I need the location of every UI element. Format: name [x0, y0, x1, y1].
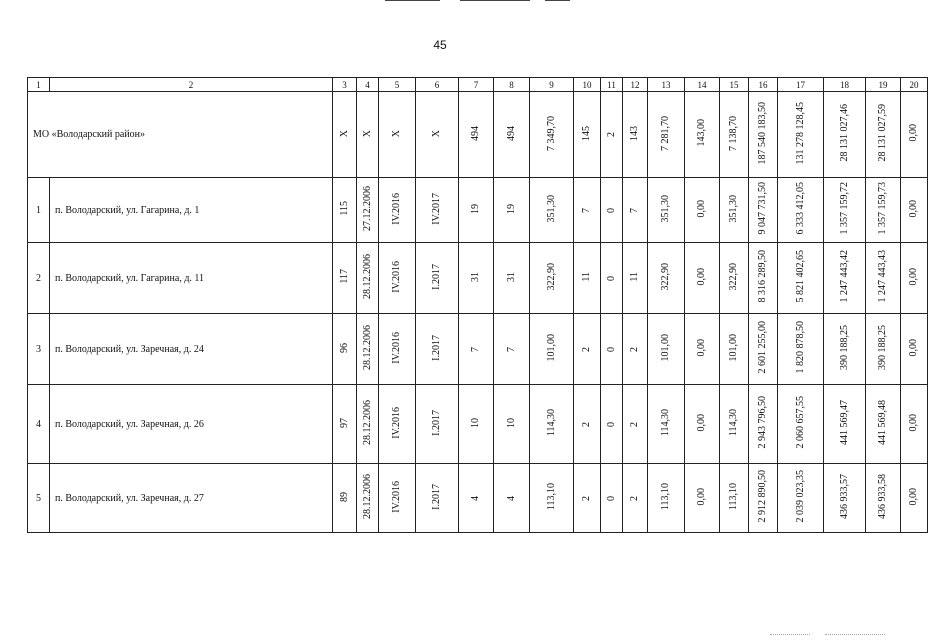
cell-text: 2 [629, 495, 640, 501]
total-cell [648, 92, 685, 178]
row-number: 1 [28, 178, 50, 243]
cell-text: 322,90 [728, 262, 739, 291]
cell-text: 89 [338, 491, 350, 502]
cell-text: 8 316 289,50 [757, 250, 768, 303]
data-cell [866, 178, 901, 243]
data-cell [333, 385, 357, 464]
cell-text: 2 [605, 132, 617, 137]
cell-text: 2 [581, 421, 592, 427]
column-number: 14 [685, 78, 720, 92]
cell-text: 11 [629, 271, 640, 282]
data-cell [357, 385, 379, 464]
data-cell [601, 464, 623, 533]
data-cell [749, 385, 778, 464]
cell-text: 1 247 443,43 [877, 250, 888, 303]
scan-artifact-line [385, 0, 440, 1]
address-cell: п. Володарский, ул. Гагарина, д. 1 [50, 178, 333, 243]
cell-text: 113,10 [728, 482, 739, 511]
cell-text: 28.12.2006 [361, 474, 373, 519]
cell-text: 322,90 [660, 262, 671, 291]
data-cell [416, 464, 459, 533]
cell-text: 0,00 [696, 199, 707, 218]
data-cell [749, 178, 778, 243]
address-cell: п. Володарский, ул. Гагарина, д. 11 [50, 243, 333, 314]
data-cell [379, 464, 416, 533]
data-cell [685, 178, 720, 243]
cell-text: 101,00 [728, 333, 739, 362]
cell-text: 2 943 796,50 [757, 396, 768, 449]
table-row [28, 178, 928, 243]
data-cell [824, 314, 866, 385]
cell-text: 1 820 878,50 [794, 321, 806, 374]
data-cell [824, 464, 866, 533]
cell-text: 441 569,47 [838, 400, 850, 445]
cell-text: 19 [470, 203, 481, 214]
data-cell [416, 243, 459, 314]
cell-text: 10 [505, 417, 517, 428]
cell-text: 7 [629, 207, 640, 213]
cell-text: 2 [629, 421, 640, 427]
total-cell [416, 92, 459, 178]
data-cell [574, 314, 601, 385]
cell-text: 96 [338, 342, 350, 353]
data-cell [494, 178, 530, 243]
cell-text: IV.2016 [391, 331, 402, 364]
cell-text: IV.2017 [431, 192, 442, 225]
data-cell [601, 243, 623, 314]
cell-text: 0,00 [908, 199, 919, 218]
cell-text: 0,00 [908, 487, 919, 506]
data-cell [623, 314, 648, 385]
data-cell [333, 314, 357, 385]
cell-text: 117 [338, 269, 350, 284]
data-cell [357, 243, 379, 314]
data-cell [866, 385, 901, 464]
cell-text: 390 188,25 [838, 325, 850, 370]
data-cell [333, 178, 357, 243]
data-cell [494, 385, 530, 464]
cell-text: 0 [605, 495, 617, 501]
data-cell [685, 243, 720, 314]
cell-text: 2 [581, 346, 592, 352]
cell-text: 31 [470, 271, 481, 282]
cell-text: 6 333 412,05 [794, 182, 806, 235]
data-cell [778, 178, 824, 243]
address-cell: п. Володарский, ул. Заречная, д. 26 [50, 385, 333, 464]
cell-text: 0,00 [696, 338, 707, 357]
cell-text: 436 933,58 [877, 474, 888, 519]
data-cell [778, 464, 824, 533]
cell-text: 143 [629, 125, 640, 141]
cell-text: 7 [470, 346, 481, 352]
data-cell [379, 314, 416, 385]
data-cell [601, 385, 623, 464]
cell-text: X [361, 129, 373, 137]
cell-text: 0 [605, 346, 617, 352]
cell-text: 114,30 [545, 408, 557, 437]
data-cell [494, 314, 530, 385]
column-number: 3 [333, 78, 357, 92]
cell-text: 113,10 [545, 482, 557, 511]
data-cell [623, 464, 648, 533]
data-cell [720, 464, 749, 533]
total-cell [357, 92, 379, 178]
column-number: 2 [50, 78, 333, 92]
data-cell [494, 243, 530, 314]
data-cell [530, 178, 574, 243]
data-cell [720, 385, 749, 464]
column-number: 12 [623, 78, 648, 92]
data-cell [866, 464, 901, 533]
cell-text: 19 [505, 203, 517, 214]
data-cell [459, 314, 494, 385]
cell-text: 10 [470, 417, 481, 428]
scan-artifact-line [545, 0, 570, 1]
cell-text: 101,00 [660, 333, 671, 362]
total-cell [824, 92, 866, 178]
row-number: 5 [28, 464, 50, 533]
cell-text: 1 247 443,42 [838, 250, 850, 303]
cell-text: 143,00 [696, 119, 707, 147]
table-row [28, 314, 928, 385]
data-cell [648, 243, 685, 314]
row-number: 3 [28, 314, 50, 385]
data-cell [901, 243, 928, 314]
total-cell [901, 92, 928, 178]
column-number: 17 [778, 78, 824, 92]
data-cell [623, 243, 648, 314]
data-cell [901, 314, 928, 385]
column-number: 1 [28, 78, 50, 92]
cell-text: 115 [338, 201, 350, 216]
data-cell [357, 314, 379, 385]
data-cell [685, 314, 720, 385]
data-cell [778, 385, 824, 464]
data-cell [685, 385, 720, 464]
scan-artifact-line [460, 0, 530, 1]
scan-artifact-dots [825, 634, 885, 636]
data-cell [459, 243, 494, 314]
column-number: 10 [574, 78, 601, 92]
total-cell [778, 92, 824, 178]
row-number: 2 [28, 243, 50, 314]
total-cell [623, 92, 648, 178]
data-cell [494, 464, 530, 533]
cell-text: 28.12.2006 [361, 325, 373, 370]
cell-text: 494 [505, 125, 517, 141]
data-cell [623, 385, 648, 464]
cell-text: 0,00 [696, 413, 707, 432]
cell-text: 7 [581, 207, 592, 213]
cell-text: 0 [605, 207, 617, 213]
cell-text: 441 569,48 [877, 400, 888, 445]
data-cell [720, 178, 749, 243]
data-cell [901, 464, 928, 533]
cell-text: X [431, 129, 442, 137]
data-cell [416, 178, 459, 243]
data-cell [574, 178, 601, 243]
data-cell [901, 178, 928, 243]
data-cell [530, 385, 574, 464]
cell-text: 1 357 159,72 [838, 182, 850, 235]
cell-text: 28 131 027,46 [838, 104, 850, 162]
cell-text: 0,00 [908, 267, 919, 286]
cell-text: 0,00 [908, 124, 919, 142]
cell-text: 351,30 [660, 194, 671, 223]
total-cell [720, 92, 749, 178]
cell-text: 351,30 [545, 194, 557, 223]
cell-text: I.2017 [431, 409, 442, 436]
data-cell [749, 243, 778, 314]
data-cell [379, 243, 416, 314]
cell-text: 322,90 [545, 262, 557, 291]
cell-text: 131 278 128,45 [794, 101, 806, 165]
column-number: 15 [720, 78, 749, 92]
data-cell [574, 385, 601, 464]
total-cell [459, 92, 494, 178]
cell-text: X [338, 129, 350, 137]
data-cell [720, 314, 749, 385]
cell-text: 187 540 183,50 [757, 101, 768, 165]
data-cell [749, 464, 778, 533]
total-cell [574, 92, 601, 178]
cell-text: 0,00 [908, 413, 919, 432]
data-cell [379, 178, 416, 243]
cell-text: 101,00 [545, 333, 557, 362]
data-cell [416, 385, 459, 464]
cell-text: I.2017 [431, 483, 442, 510]
column-number: 5 [379, 78, 416, 92]
cell-text: 2 [629, 346, 640, 352]
cell-text: 28 131 027,59 [877, 104, 888, 162]
data-cell [685, 464, 720, 533]
data-cell [824, 178, 866, 243]
cell-text: 494 [470, 125, 481, 141]
cell-text: 4 [470, 495, 481, 501]
district-name: МО «Володарский район» [28, 92, 333, 178]
data-cell [901, 385, 928, 464]
cell-text: X [391, 129, 402, 137]
data-cell [459, 385, 494, 464]
data-cell [866, 314, 901, 385]
cell-text: 114,30 [728, 408, 739, 437]
data-cell [357, 178, 379, 243]
column-number: 9 [530, 78, 574, 92]
cell-text: 0,00 [696, 487, 707, 506]
total-cell [379, 92, 416, 178]
data-cell [459, 464, 494, 533]
data-cell [416, 314, 459, 385]
total-cell [494, 92, 530, 178]
cell-text: 28.12.2006 [361, 400, 373, 445]
cell-text: IV.2016 [391, 406, 402, 439]
cell-text: 1 357 159,73 [877, 182, 888, 235]
data-cell [459, 178, 494, 243]
cell-text: 11 [581, 271, 592, 282]
cell-text: I.2017 [431, 263, 442, 290]
cell-text: 5 821 402,65 [794, 250, 806, 303]
cell-text: 390 188,25 [877, 325, 888, 370]
table-row [28, 243, 928, 314]
column-number: 16 [749, 78, 778, 92]
data-cell [720, 243, 749, 314]
cell-text: I.2017 [431, 334, 442, 361]
cell-text: 7 349,70 [545, 115, 557, 151]
cell-text: 2 060 657,55 [794, 396, 806, 449]
data-cell [574, 464, 601, 533]
cell-text: 28.12.2006 [361, 254, 373, 299]
page-number: 45 [433, 38, 447, 52]
data-cell [824, 385, 866, 464]
cell-text: 7 281,70 [660, 115, 671, 151]
address-cell: п. Володарский, ул. Заречная, д. 27 [50, 464, 333, 533]
data-cell [530, 464, 574, 533]
row-number: 4 [28, 385, 50, 464]
data-cell [601, 178, 623, 243]
data-cell [648, 178, 685, 243]
cell-text: IV.2016 [391, 192, 402, 225]
scan-artifact-dots [770, 634, 810, 636]
data-cell [648, 314, 685, 385]
table-row [28, 464, 928, 533]
table-row [28, 385, 928, 464]
data-cell [379, 385, 416, 464]
cell-text: 0 [605, 421, 617, 427]
data-cell [333, 243, 357, 314]
cell-text: 0,00 [908, 338, 919, 357]
cell-text: 31 [505, 271, 517, 282]
data-cell [648, 385, 685, 464]
cell-text: 2 912 890,50 [757, 470, 768, 523]
cell-text: 2 039 023,35 [794, 470, 806, 523]
data-cell [866, 243, 901, 314]
column-number: 13 [648, 78, 685, 92]
column-number: 4 [357, 78, 379, 92]
cell-text: 0,00 [696, 267, 707, 286]
cell-text: 27.12.2006 [361, 186, 373, 231]
data-cell [623, 178, 648, 243]
data-cell [574, 243, 601, 314]
cell-text: 2 [581, 495, 592, 501]
cell-text: 7 [505, 346, 517, 352]
data-cell [357, 464, 379, 533]
cell-text: 4 [505, 495, 517, 501]
cell-text: 114,30 [660, 408, 671, 437]
data-cell [648, 464, 685, 533]
total-cell [749, 92, 778, 178]
column-number: 6 [416, 78, 459, 92]
cell-text: 2 601 255,00 [757, 321, 768, 374]
total-cell [601, 92, 623, 178]
data-cell [333, 464, 357, 533]
cell-text: 351,30 [728, 194, 739, 223]
cell-text: 0 [605, 275, 617, 281]
column-number-row [28, 78, 928, 92]
data-cell [601, 314, 623, 385]
column-number: 7 [459, 78, 494, 92]
cell-text: 145 [581, 125, 592, 141]
column-number: 18 [824, 78, 866, 92]
address-cell: п. Володарский, ул. Заречная, д. 24 [50, 314, 333, 385]
total-row [28, 92, 928, 178]
housing-register-table [27, 77, 928, 533]
data-cell [778, 243, 824, 314]
cell-text: 9 047 731,50 [757, 182, 768, 235]
cell-text: 97 [338, 417, 350, 428]
column-number: 19 [866, 78, 901, 92]
total-cell [333, 92, 357, 178]
data-cell [749, 314, 778, 385]
total-cell [685, 92, 720, 178]
column-number: 11 [601, 78, 623, 92]
data-cell [824, 243, 866, 314]
cell-text: IV.2016 [391, 480, 402, 513]
data-cell [530, 314, 574, 385]
cell-text: 436 933,57 [838, 474, 850, 519]
column-number: 20 [901, 78, 928, 92]
total-cell [866, 92, 901, 178]
data-cell [530, 243, 574, 314]
column-number: 8 [494, 78, 530, 92]
cell-text: 113,10 [660, 482, 671, 511]
total-cell [530, 92, 574, 178]
cell-text: IV.2016 [391, 260, 402, 293]
data-cell [778, 314, 824, 385]
cell-text: 7 138,70 [728, 115, 739, 151]
